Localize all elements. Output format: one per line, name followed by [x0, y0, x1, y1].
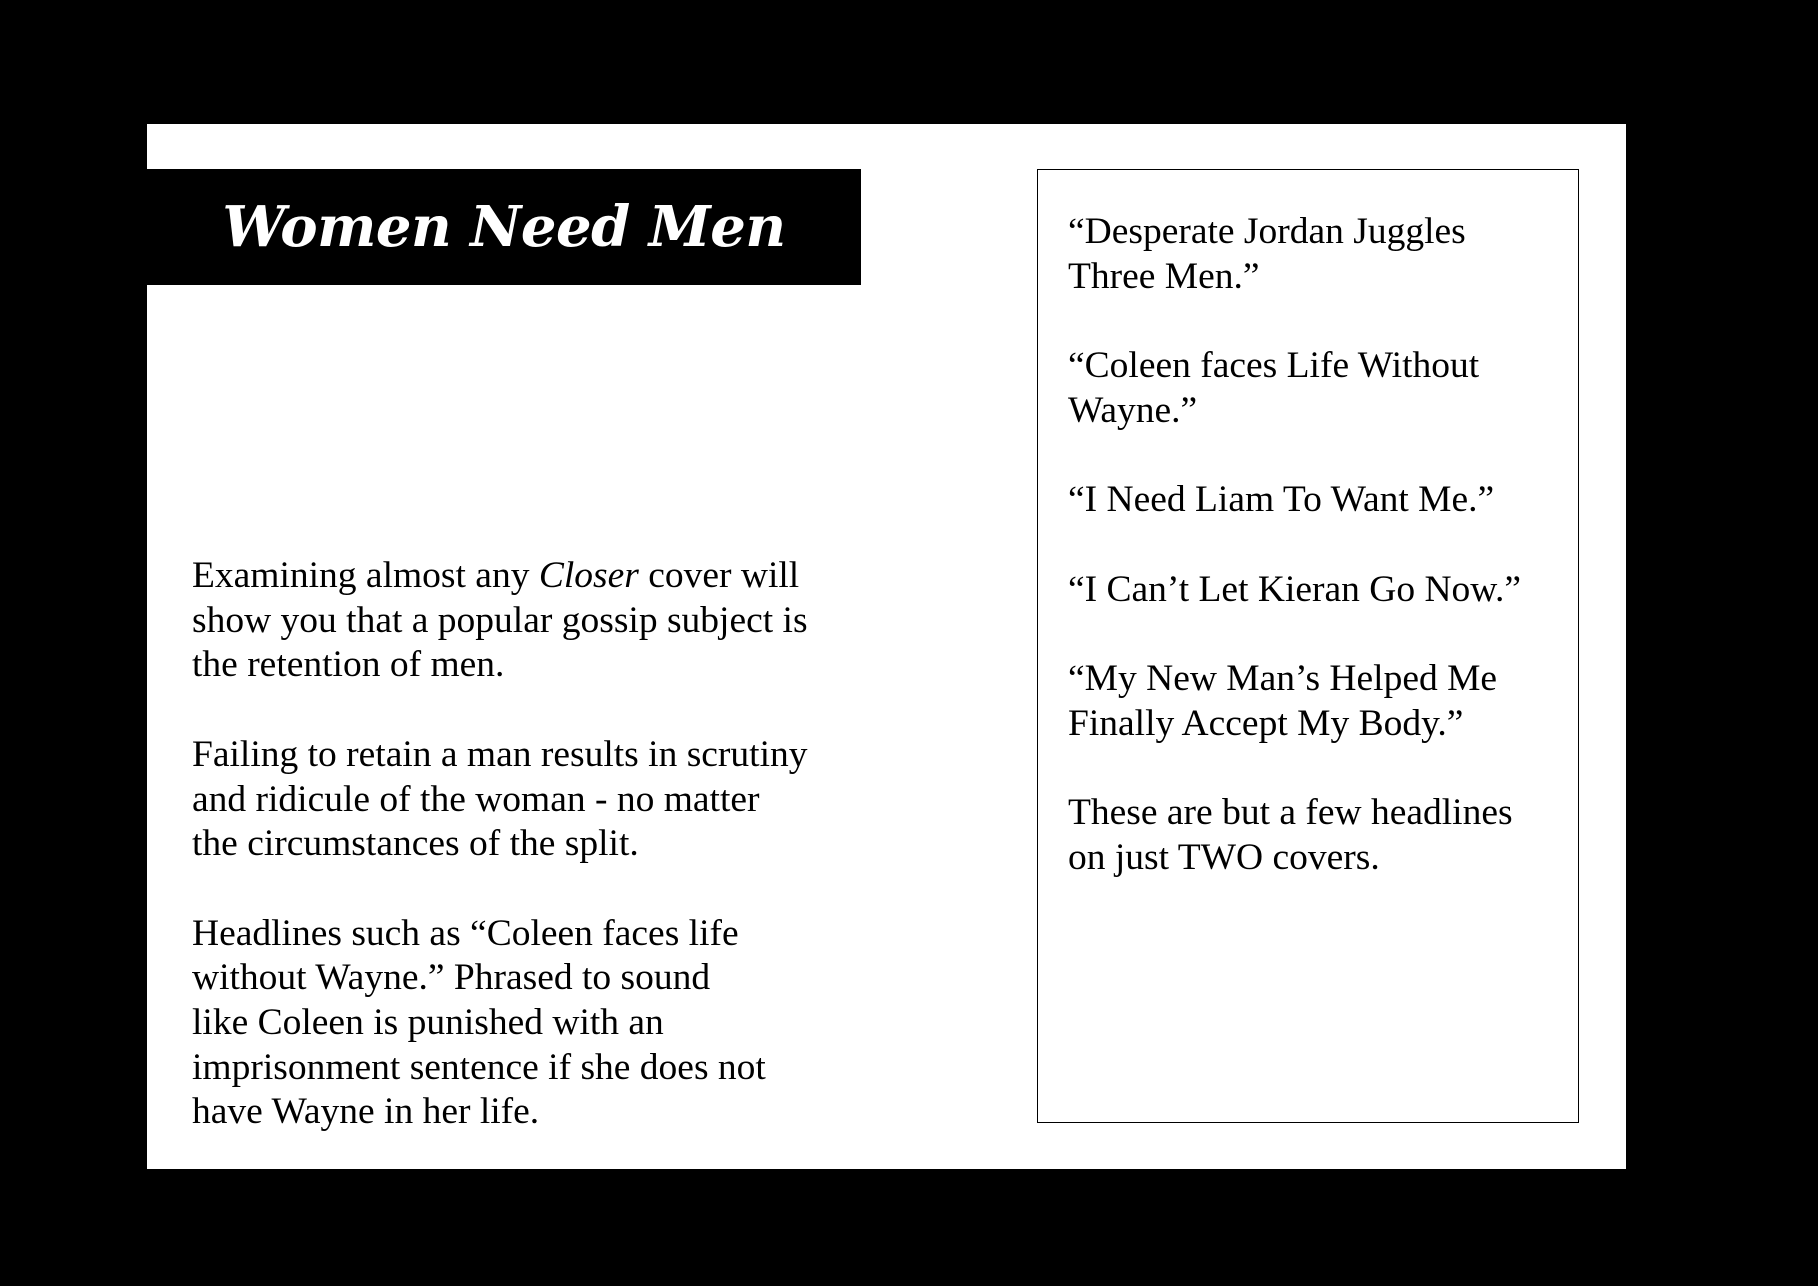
- text-run: cover will: [638, 555, 800, 596]
- headline-quote: [1068, 568, 1573, 613]
- quote-line: “I Need Liam To Want Me.”: [1068, 479, 1495, 521]
- quote-line: Finally Accept My Body.”: [1068, 702, 1464, 744]
- paragraph-line: and ridicule of the woman - no matter: [192, 778, 760, 820]
- slide: [147, 124, 1626, 1169]
- quote-line: “My New Man’s Helped Me: [1068, 657, 1498, 699]
- paragraph-closer-cover: [192, 554, 882, 688]
- paragraph-failing-to-retain: [192, 733, 882, 867]
- headline-list: [1068, 210, 1573, 925]
- headline-quote: [1068, 210, 1573, 299]
- paragraph-line: like Coleen is punished with an: [192, 1002, 664, 1043]
- paragraph-line: Headlines such as “Coleen faces life: [192, 912, 739, 954]
- paragraph-line: the retention of men.: [192, 644, 505, 686]
- paragraph-line: Failing to retain a man results in scrutiny: [192, 733, 808, 775]
- paragraph-line: show you that a popular gossip subject is: [192, 599, 808, 641]
- body-text: [192, 554, 882, 1135]
- quote-line: “Coleen faces Life Without: [1068, 345, 1480, 387]
- paragraph-line: [192, 554, 882, 599]
- headline-quote: [1068, 344, 1573, 433]
- quote-line: “I Can’t Let Kieran Go Now.”: [1068, 568, 1521, 610]
- paragraph-line: without Wayne.” Phrased to sound: [192, 957, 711, 999]
- text-run: Examining almost any: [192, 555, 539, 596]
- quote-line: “Desperate Jordan Juggles: [1068, 211, 1466, 252]
- paragraph-line: the circumstances of the split.: [192, 823, 639, 865]
- paragraph-headlines-such-as: [192, 912, 882, 1136]
- headline-quote: [1068, 478, 1573, 523]
- title-bar: [147, 169, 861, 285]
- paragraph-line: imprisonment sentence if she does not: [192, 1046, 766, 1088]
- quote-line: Wayne.”: [1068, 389, 1198, 431]
- closing-line: These are but a few headlines: [1068, 792, 1513, 834]
- slide-title: Women Need Men: [222, 194, 786, 260]
- paragraph-line: have Wayne in her life.: [192, 1091, 540, 1133]
- headline-quote-box: [1037, 169, 1579, 1123]
- quote-line: Three Men.”: [1068, 255, 1260, 297]
- magazine-name: Closer: [538, 555, 639, 596]
- closing-line: on just TWO covers.: [1068, 836, 1380, 878]
- headline-quote: [1068, 657, 1573, 746]
- closing-note: [1068, 791, 1573, 880]
